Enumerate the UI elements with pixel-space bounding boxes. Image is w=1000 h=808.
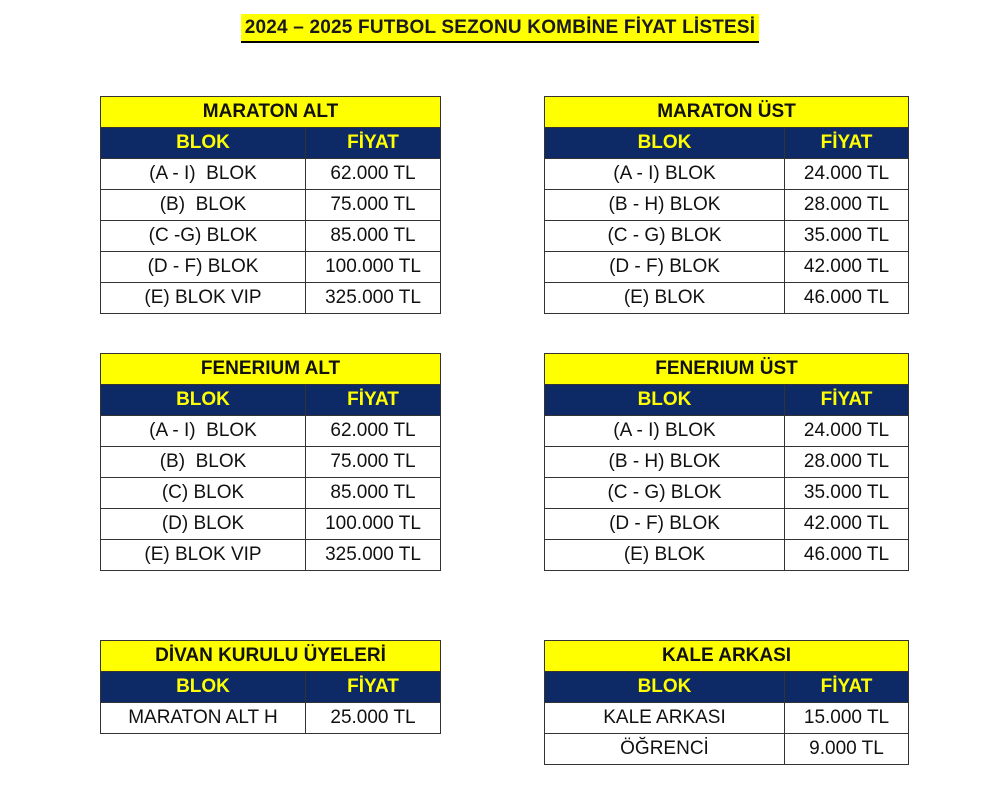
blok-cell: (A - I) BLOK (101, 416, 306, 447)
blok-cell: (D - F) BLOK (545, 509, 785, 540)
fiyat-cell: 42.000 TL (785, 252, 909, 283)
table-title: DİVAN KURULU ÜYELERİ (101, 641, 441, 672)
table-row (545, 190, 909, 221)
blok-cell: KALE ARKASI (545, 703, 785, 734)
blok-cell: (C - G) BLOK (545, 478, 785, 509)
table-row (545, 221, 909, 252)
blok-cell: (D - F) BLOK (101, 252, 306, 283)
table-maraton-alt (100, 96, 441, 314)
column-header-blok: BLOK (101, 128, 306, 159)
table-title: MARATON ALT (101, 97, 441, 128)
fiyat-cell: 85.000 TL (306, 221, 441, 252)
table-row (101, 540, 441, 571)
fiyat-cell: 28.000 TL (785, 447, 909, 478)
table-row (101, 509, 441, 540)
column-header-fiyat: FİYAT (785, 385, 909, 416)
blok-cell: (C -G) BLOK (101, 221, 306, 252)
blok-cell: (B) BLOK (101, 447, 306, 478)
table-row (545, 540, 909, 571)
table-row (101, 703, 441, 734)
blok-cell: (E) BLOK VIP (101, 283, 306, 314)
fiyat-cell: 75.000 TL (306, 190, 441, 221)
fiyat-cell: 25.000 TL (306, 703, 441, 734)
blok-cell: (A - I) BLOK (545, 159, 785, 190)
table-fenerium-ust (544, 353, 909, 571)
fiyat-cell: 100.000 TL (306, 252, 441, 283)
blok-cell: (C) BLOK (101, 478, 306, 509)
blok-cell: (B - H) BLOK (545, 190, 785, 221)
blok-cell: MARATON ALT H (101, 703, 306, 734)
column-header-fiyat: FİYAT (785, 672, 909, 703)
table-row (101, 447, 441, 478)
table-row (545, 159, 909, 190)
fiyat-cell: 42.000 TL (785, 509, 909, 540)
fiyat-cell: 100.000 TL (306, 509, 441, 540)
column-header-fiyat: FİYAT (306, 385, 441, 416)
fiyat-cell: 24.000 TL (785, 416, 909, 447)
column-header-blok: BLOK (545, 385, 785, 416)
blok-cell: (B) BLOK (101, 190, 306, 221)
column-header-fiyat: FİYAT (306, 128, 441, 159)
table-row (101, 221, 441, 252)
fiyat-cell: 15.000 TL (785, 703, 909, 734)
column-header-blok: BLOK (101, 385, 306, 416)
table-row (545, 252, 909, 283)
table-row (545, 416, 909, 447)
column-header-fiyat: FİYAT (785, 128, 909, 159)
table-row (545, 447, 909, 478)
table-row (101, 190, 441, 221)
blok-cell: (E) BLOK (545, 540, 785, 571)
fiyat-cell: 85.000 TL (306, 478, 441, 509)
blok-cell: ÖĞRENCİ (545, 734, 785, 765)
fiyat-cell: 325.000 TL (306, 283, 441, 314)
table-kale-arkasi (544, 640, 909, 765)
fiyat-cell: 35.000 TL (785, 221, 909, 252)
blok-cell: (A - I) BLOK (101, 159, 306, 190)
table-row (545, 478, 909, 509)
table-title: KALE ARKASI (545, 641, 909, 672)
fiyat-cell: 75.000 TL (306, 447, 441, 478)
fiyat-cell: 9.000 TL (785, 734, 909, 765)
blok-cell: (A - I) BLOK (545, 416, 785, 447)
column-header-blok: BLOK (545, 672, 785, 703)
fiyat-cell: 35.000 TL (785, 478, 909, 509)
blok-cell: (B - H) BLOK (545, 447, 785, 478)
fiyat-cell: 62.000 TL (306, 159, 441, 190)
table-row (101, 416, 441, 447)
blok-cell: (D - F) BLOK (545, 252, 785, 283)
table-row (545, 734, 909, 765)
table-row (101, 478, 441, 509)
blok-cell: (E) BLOK VIP (101, 540, 306, 571)
fiyat-cell: 46.000 TL (785, 540, 909, 571)
fiyat-cell: 46.000 TL (785, 283, 909, 314)
table-title: MARATON ÜST (545, 97, 909, 128)
table-row (545, 703, 909, 734)
column-header-blok: BLOK (545, 128, 785, 159)
fiyat-cell: 28.000 TL (785, 190, 909, 221)
blok-cell: (E) BLOK (545, 283, 785, 314)
table-row (101, 159, 441, 190)
table-row (545, 283, 909, 314)
fiyat-cell: 62.000 TL (306, 416, 441, 447)
table-row (101, 252, 441, 283)
table-row (545, 509, 909, 540)
blok-cell: (C - G) BLOK (545, 221, 785, 252)
blok-cell: (D) BLOK (101, 509, 306, 540)
table-maraton-ust (544, 96, 909, 314)
table-row (101, 283, 441, 314)
table-divan-kurulu (100, 640, 441, 734)
table-fenerium-alt (100, 353, 441, 571)
table-title: FENERIUM ÜST (545, 354, 909, 385)
page-title-text: 2024 – 2025 FUTBOL SEZONU KOMBİNE FİYAT LİSTESİ (241, 14, 760, 43)
column-header-blok: BLOK (101, 672, 306, 703)
table-title: FENERIUM ALT (101, 354, 441, 385)
fiyat-cell: 325.000 TL (306, 540, 441, 571)
column-header-fiyat: FİYAT (306, 672, 441, 703)
page-title (0, 14, 1000, 43)
fiyat-cell: 24.000 TL (785, 159, 909, 190)
